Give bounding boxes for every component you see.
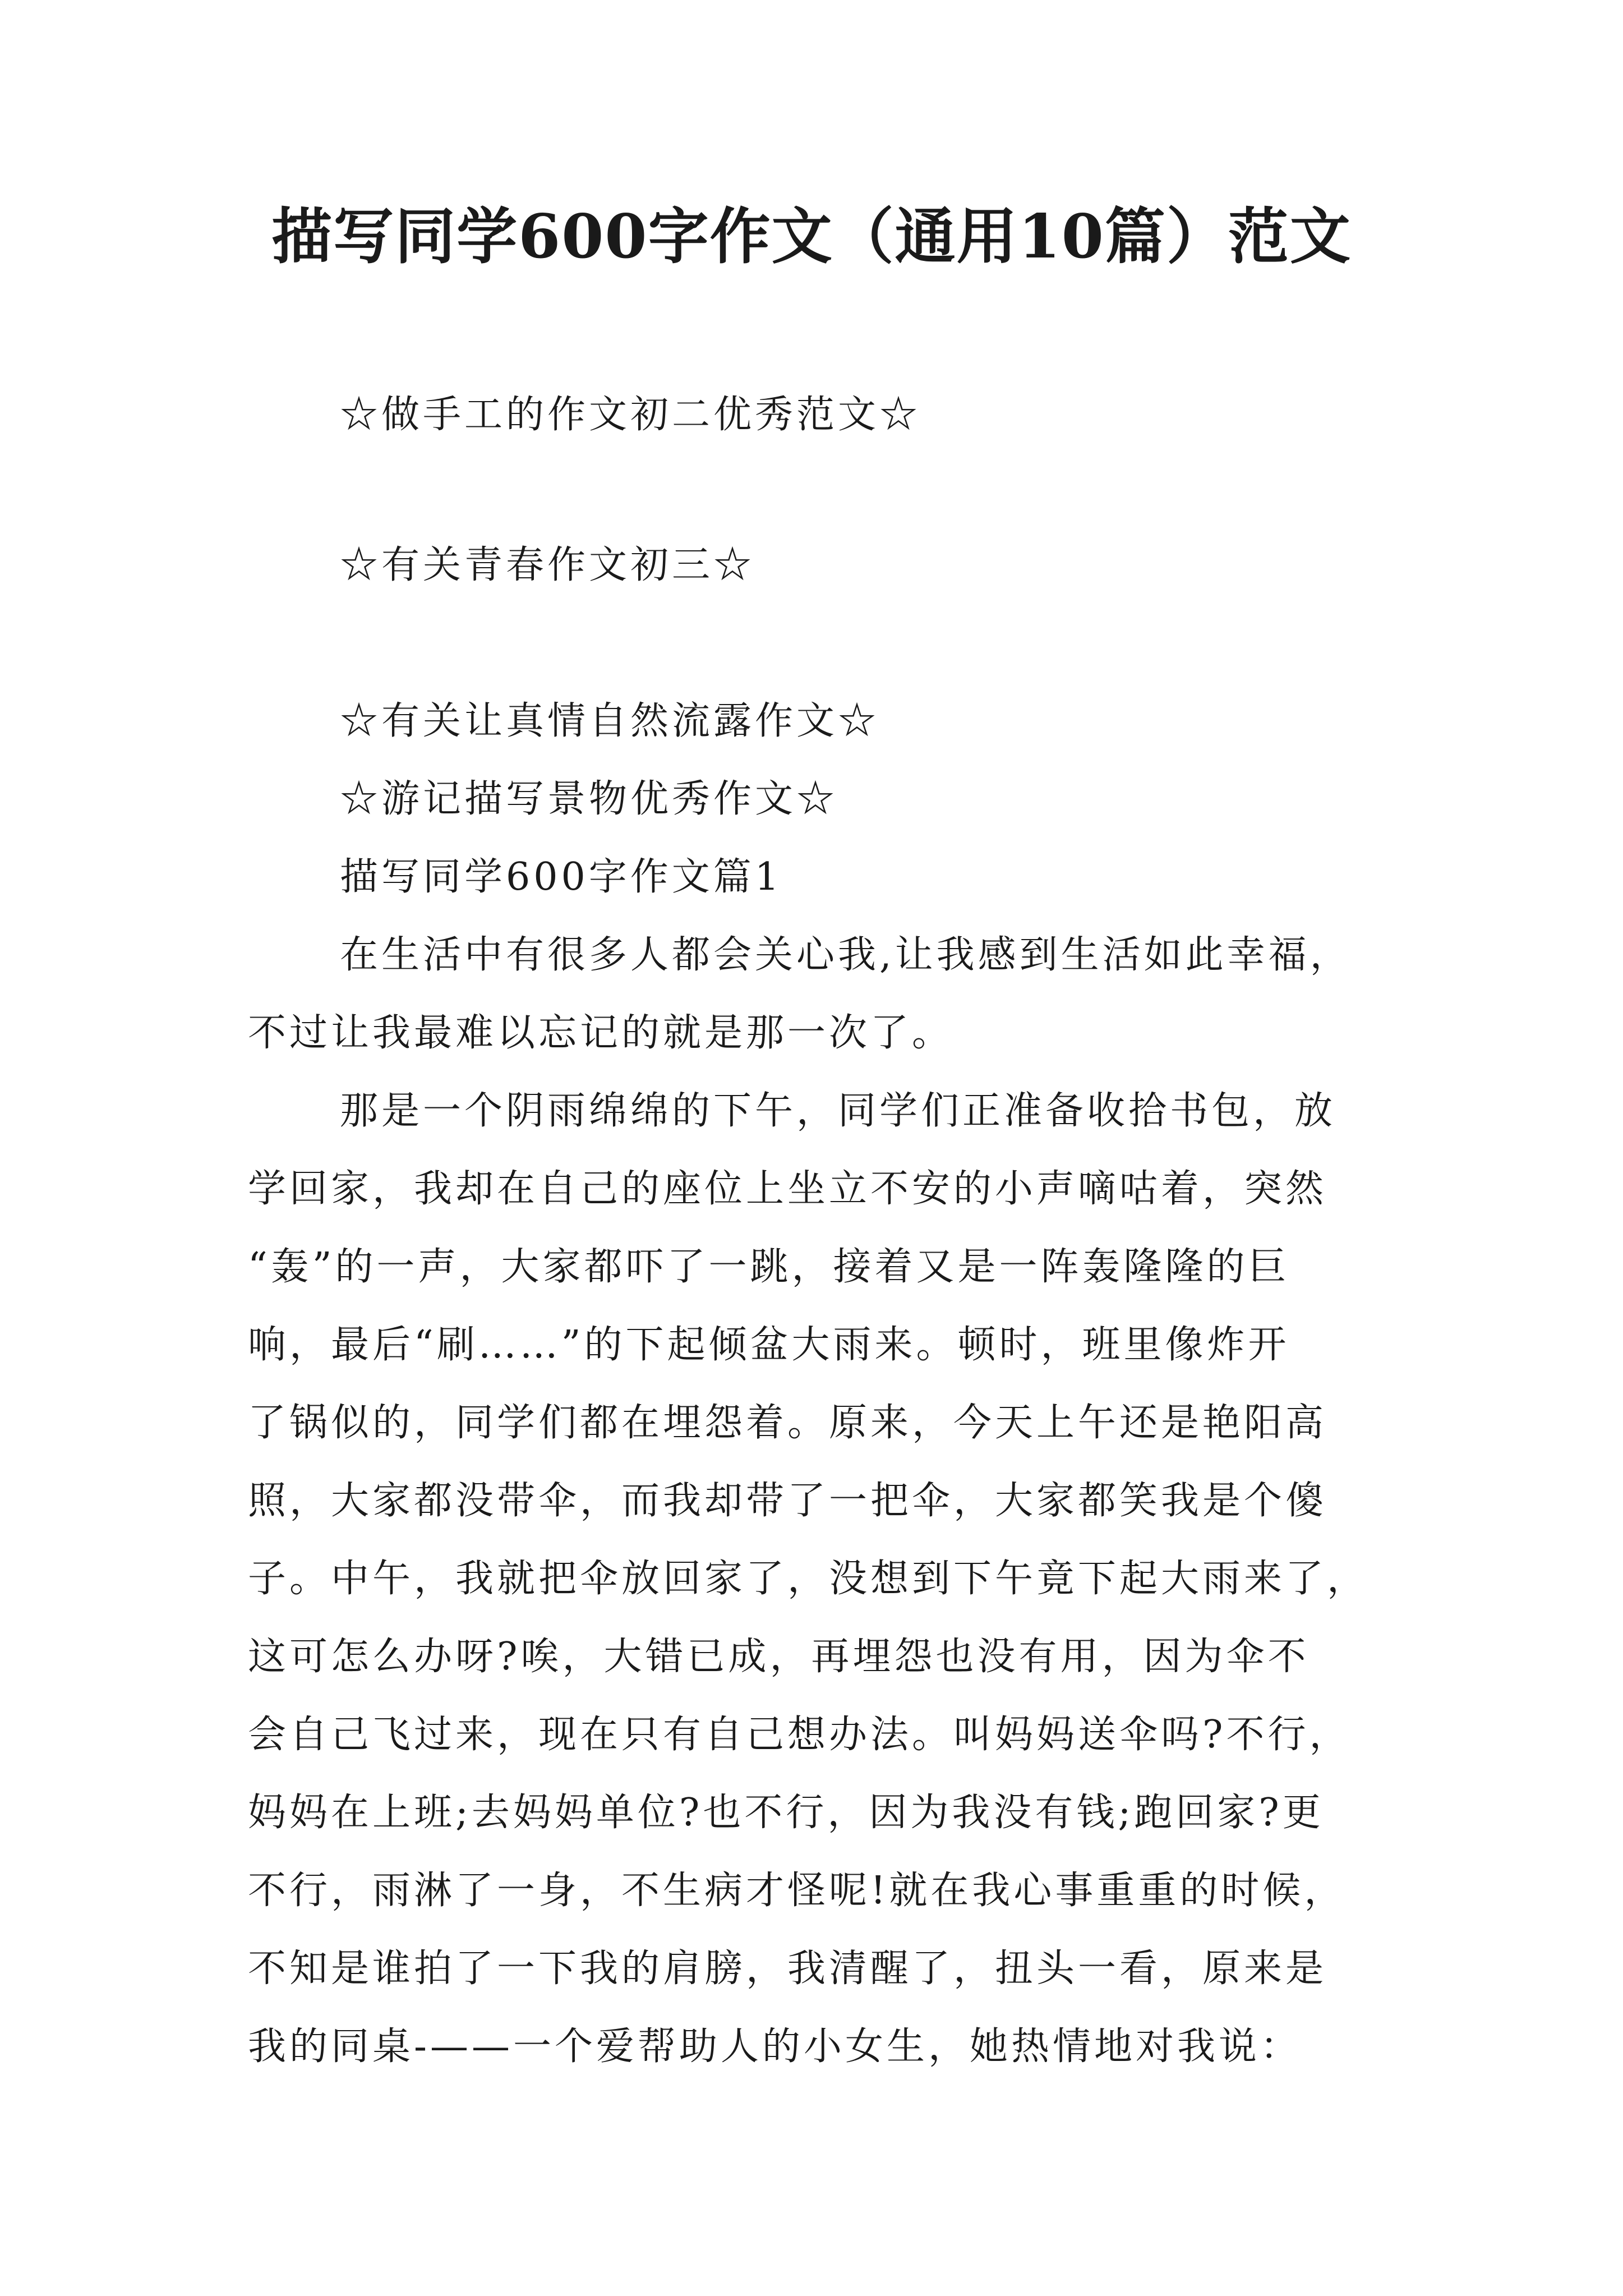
body-line: 响，最后“刷……”的下起倾盆大雨来。顿时，班里像炸开: [248, 1323, 1290, 1367]
body-line: 这可怎么办呀?唉，大错已成，再埋怨也没有用，因为伞不: [248, 1635, 1310, 1679]
link-item[interactable]: ☆游记描写景物优秀作文☆: [340, 777, 838, 821]
body-line: 不过让我最难以忘记的就是那一次了。: [248, 1011, 954, 1055]
body-line: 不行，雨淋了一身，不生病才怪呢!就在我心事重重的时候，: [248, 1869, 1346, 1913]
body-line: 了锅似的，同学们都在埋怨着。原来，今天上午还是艳阳高: [248, 1401, 1327, 1445]
section-heading: 描写同学600字作文篇1: [340, 855, 783, 899]
body-line: 不知是谁拍了一下我的肩膀，我清醒了，扭头一看，原来是: [248, 1947, 1327, 1991]
body-line: 子。中午，我就把伞放回家了，没想到下午竟下起大雨来了，: [248, 1557, 1369, 1601]
body-line: 那是一个阴雨绵绵的下午，同学们正准备收拾书包，放: [340, 1089, 1336, 1133]
body-line: “轰”的一声，大家都吓了一跳，接着又是一阵轰隆隆的巨: [248, 1245, 1290, 1289]
body-line: 照，大家都没带伞，而我却带了一把伞，大家都笑我是个傻: [248, 1479, 1327, 1523]
link-item[interactable]: ☆有关青春作文初三☆: [340, 543, 755, 587]
link-item[interactable]: ☆有关让真情自然流露作文☆: [340, 699, 880, 743]
body-line: 会自己飞过来，现在只有自己想办法。叫妈妈送伞吗?不行，: [248, 1713, 1351, 1757]
body-line: 在生活中有很多人都会关心我,让我感到生活如此幸福，: [340, 933, 1352, 977]
link-item[interactable]: ☆做手工的作文初二优秀范文☆: [340, 393, 921, 437]
body-line: 妈妈在上班;去妈妈单位?也不行，因为我没有钱;跑回家?更: [248, 1791, 1324, 1835]
body-line: 我的同桌-——一个爱帮助人的小女生，她热情地对我说：: [248, 2024, 1302, 2069]
document-title: 描写同学600字作文（通用10篇）范文: [271, 201, 1352, 272]
body-line: 学回家，我却在自己的座位上坐立不安的小声嘀咕着，突然: [248, 1167, 1327, 1211]
